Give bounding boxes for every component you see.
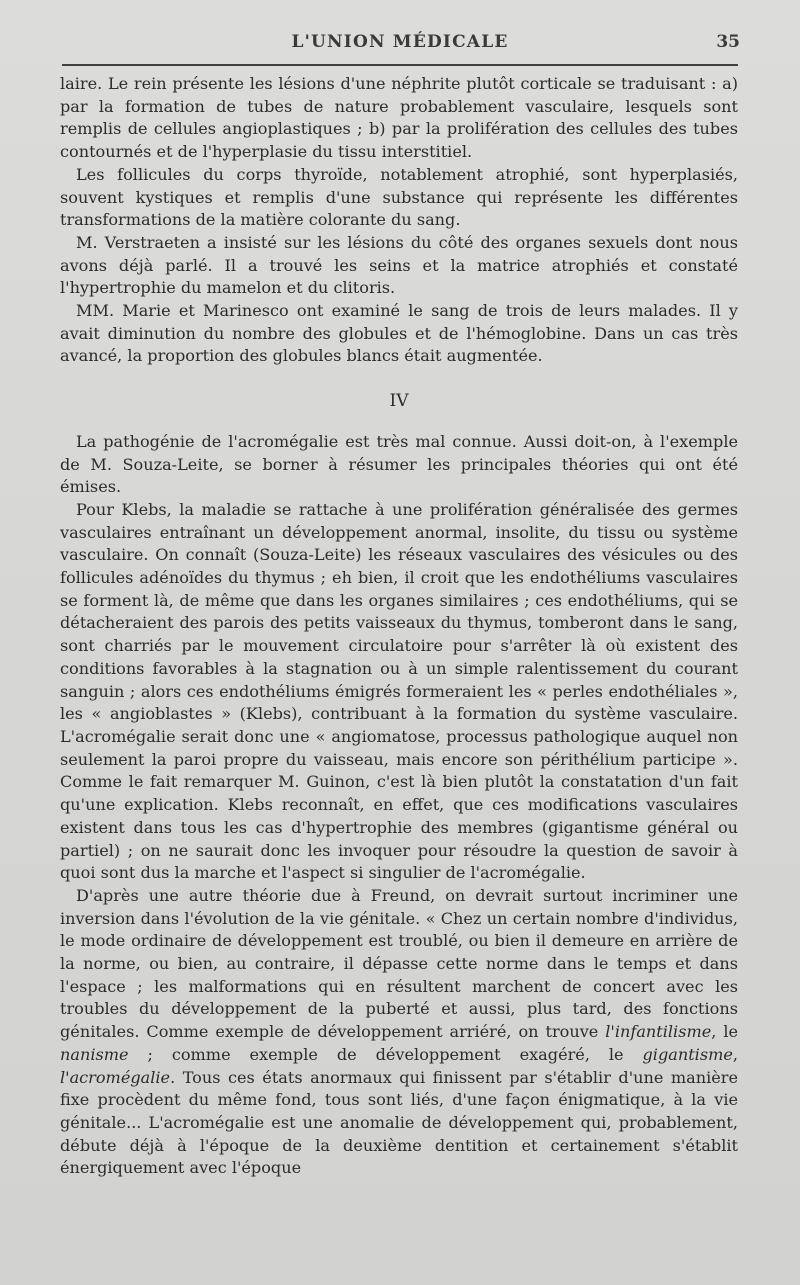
italic-term: l'acromégalie xyxy=(60,1067,171,1087)
text-run: ; comme exemple de développement exagéré, le xyxy=(128,1044,643,1064)
text-run: D'après une autre théorie due à Freund, on devrait surtout incriminer une inversion dans l'évolution de la vie génitale. « Chez un certain nombre d'individus, le mode ordinaire de développement est troublé, ou bien il demeure en arrière de la norme, ou bien, au contraire, il dépasse cette norme dans le temps et dans l'espace ; les malformations qui en résultent marchent de concert avec les troubles du développement de la puberté et aussi, plus tard, des fonctions génitales. Comme exemple de développement arriéré, on trouve xyxy=(60,885,738,1042)
text-run: , le xyxy=(711,1022,738,1042)
page-number: 35 xyxy=(716,32,740,52)
paragraph: Les follicules du corps thyroïde, notablement atrophié, sont hyperplasiés, souvent kystiques et remplis d'une substance qui représente les différentes transformations de la matière colorante du sang. xyxy=(60,164,738,230)
body-text xyxy=(60,73,738,1180)
italic-term: l'infantilisme xyxy=(605,1022,712,1042)
header-rule xyxy=(62,64,738,66)
page-header xyxy=(60,32,740,60)
paragraph: Pour Klebs, la maladie se rattache à une prolifération généralisée des germes vasculaires entraînant un développement anormal, insolite, du tissu ou système vasculaire. On connaît (Souza-Leite) les réseaux vasculaires des vésicules ou des follicules adénoïdes du thymus ; eh bien, il croit que les endothéliums vasculaires se forment là, de même que dans les organes similaires ; ces endothéliums, qui se détacheraient des parois des petits vaisseaux du thymus, tomberont dans le sang, sont charriés par le mouvement circulatoire pour s'arrêter là où existent des conditions favorables à la stagnation ou à un simple ralentissement du courant sanguin ; alors ces endothéliums émigrés formeraient les « perles endothéliales », les « angioblastes » (Klebs), contribuant à la formation du système vasculaire. L'acromégalie serait donc une « angiomatose, processus pathologique auquel non seulement la paroi propre du vaisseau, mais encore son périthélium participe ». Comme le fait remarquer M. Guinon, c'est là bien plutôt la constatation d'un fait qu'une explication. Klebs reconnaît, en effet, que ces modifications vasculaires existent dans tous les cas d'hypertrophie des membres (gigantisme général ou partiel) ; on ne saurait donc les invoquer pour résoudre la question de savoir à quoi sont dus la marche et l'aspect si singulier de l'acromégalie. xyxy=(60,499,738,883)
text-run: . Tous ces états anormaux qui finissent par s'établir d'une manière fixe procèdent du même fond, tous sont liés, d'une façon énigmatique, à la vie génitale... L'acromégalie est une anomalie de développement qui, probablement, débute déjà à l'époque de la deuxième dentition et certainement s'établit énergiquement avec l'époque xyxy=(60,1067,738,1178)
running-title: L'UNION MÉDICALE xyxy=(291,32,509,52)
italic-term: gigantisme xyxy=(642,1044,733,1064)
paragraph-freund xyxy=(60,885,738,1180)
text-run: , xyxy=(732,1044,738,1064)
section-heading: IV xyxy=(389,391,409,412)
italic-term: nanisme xyxy=(60,1044,129,1064)
paragraph: laire. Le rein présente les lésions d'une néphrite plutôt corticale se traduisant : a) par la formation de tubes de nature probablement vasculaire, lesquels sont remplis de cellules angioplastiques ; b) par la prolifération des cellules des tubes contournés et de l'hyperplasie du tissu interstitiel. xyxy=(60,74,738,162)
paragraph: MM. Marie et Marinesco ont examiné le sang de trois de leurs malades. Il y avait diminution du nombre des globules et de l'hémoglobine. Dans un cas très avancé, la proportion des globules blancs était augmentée. xyxy=(60,301,738,366)
paragraph: M. Verstraeten a insisté sur les lésions du côté des organes sexuels dont nous avons déjà parlé. Il a trouvé les seins et la matrice atrophiés et constaté l'hypertrophie du mamelon et du clitoris. xyxy=(60,232,738,298)
paragraph: La pathogénie de l'acromégalie est très mal connue. Aussi doit-on, à l'exemple de M. Souza-Leite, se borner à résumer les principales théories qui ont été émises. xyxy=(60,431,738,497)
